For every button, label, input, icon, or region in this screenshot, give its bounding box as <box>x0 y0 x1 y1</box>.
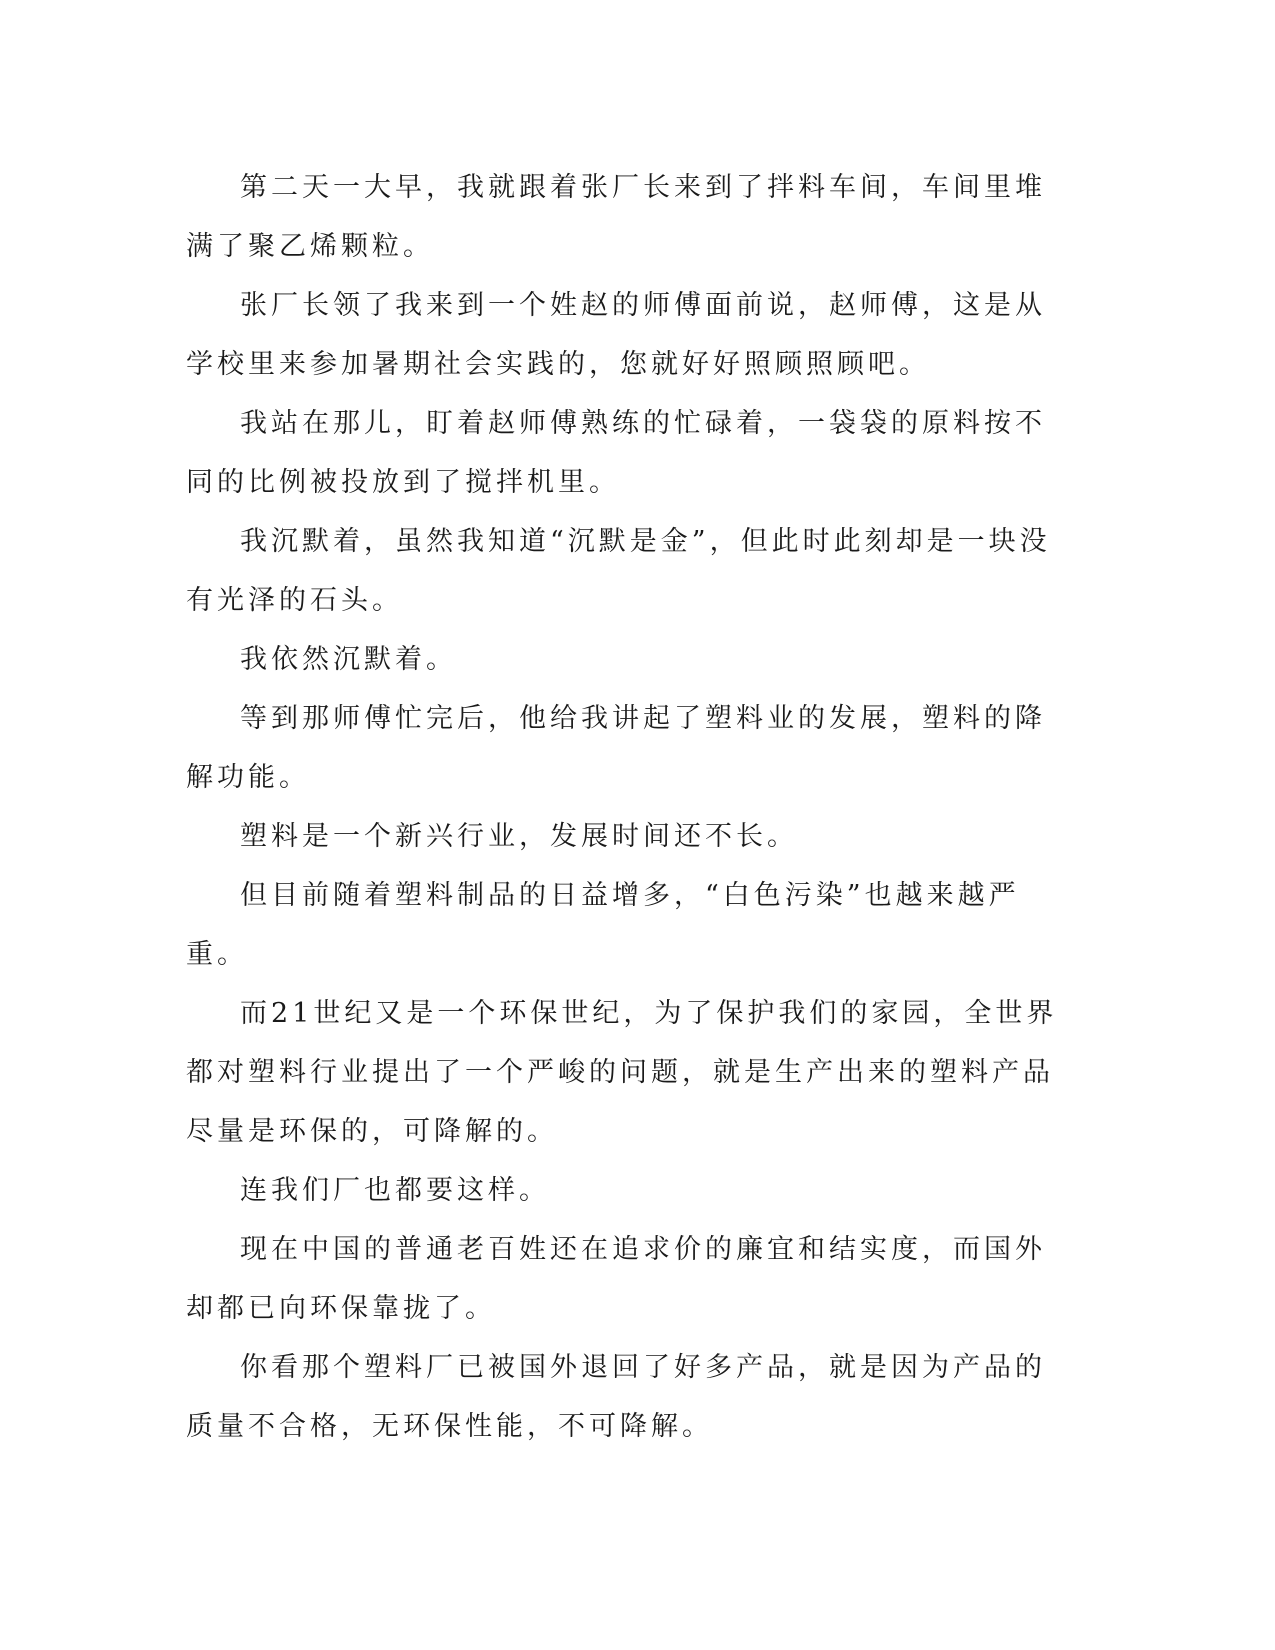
paragraph: 我依然沉默着。 <box>240 644 457 675</box>
paragraph: 而21世纪又是一个环保世纪，为了保护我们的家园，全世界都对塑料行业提出了一个严峻的问题，就是生产出来的塑料产品尽量是环保的，可降解的。 <box>186 998 1058 1147</box>
paragraph: 我站在那儿，盯着赵师傅熟练的忙碌着，一袋袋的原料按不同的比例被投放到了搅拌机里。 <box>186 408 1046 498</box>
paragraph: 塑料是一个新兴行业，发展时间还不长。 <box>240 821 798 852</box>
paragraph: 等到那师傅忙完后，他给我讲起了塑料业的发展，塑料的降解功能。 <box>186 703 1046 793</box>
paragraph: 我沉默着，虽然我知道“沉默是金”，但此时此刻却是一块没有光泽的石头。 <box>186 526 1051 616</box>
body-text <box>186 158 1066 1456</box>
paragraph: 第二天一大早，我就跟着张厂长来到了拌料车间，车间里堆满了聚乙烯颗粒。 <box>186 172 1046 262</box>
paragraph: 你看那个塑料厂已被国外退回了好多产品，就是因为产品的质量不合格，无环保性能，不可降解。 <box>186 1352 1046 1442</box>
paragraph: 现在中国的普通老百姓还在追求价的廉宜和结实度，而国外却都已向环保靠拢了。 <box>186 1234 1046 1324</box>
paragraph: 但目前随着塑料制品的日益增多，“白色污染”也越来越严重。 <box>186 880 1020 970</box>
paragraph: 连我们厂也都要这样。 <box>240 1175 550 1206</box>
paragraph: 张厂长领了我来到一个姓赵的师傅面前说，赵师傅，这是从学校里来参加暑期社会实践的，您就好好照顾照顾吧。 <box>186 290 1046 380</box>
